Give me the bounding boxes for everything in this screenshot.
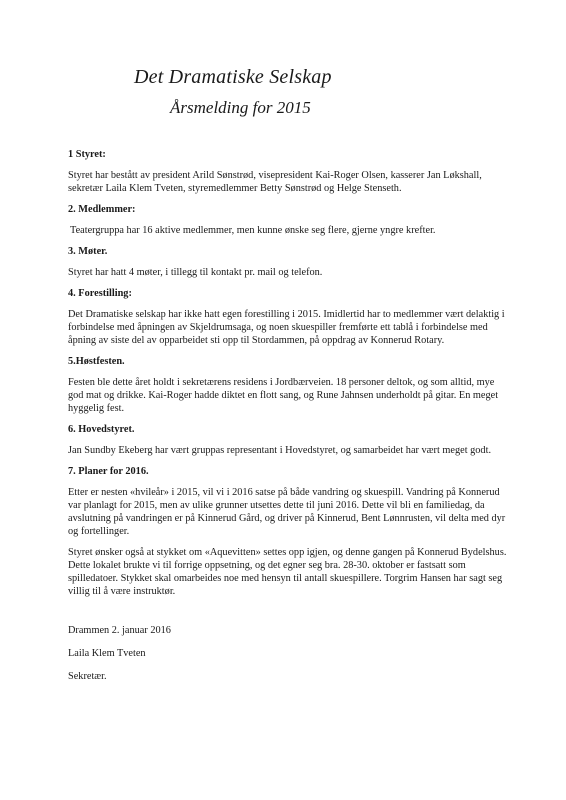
section-heading: 5.Høstfesten.: [68, 356, 125, 367]
place-date: Drammen 2. januar 2016: [68, 625, 171, 636]
section-heading: 4. Forestilling:: [68, 288, 132, 299]
section-paragraph: Festen ble dette året holdt i sekretærens residens i Jordbærveien. 18 personer deltok, og som alltid, mye god mat og drikke. Kai-Roger hadde diktet en flott sang, og Rune Jahnsen underholdt på gitar. En meget hyggelig fest.: [68, 377, 499, 414]
section-paragraph: Styret har hatt 4 møter, i tillegg til kontakt pr. mail og telefon.: [68, 267, 323, 278]
signatory-role: Sekretær.: [68, 671, 107, 682]
section-styret: [68, 148, 508, 195]
document-body: [68, 148, 508, 693]
section-heading: 6. Hovedstyret.: [68, 424, 135, 435]
section-hostfesten: [68, 355, 508, 415]
section-heading: 3. Møter.: [68, 246, 108, 257]
section-planer: [68, 465, 508, 598]
section-hovedstyret: [68, 423, 508, 457]
section-paragraph: Etter er nesten «hvileår» i 2015, vil vi i 2016 satse på både vandring og skuespill. Vandring på Konnerud var planlagt for 2015, men av ulike grunner utsettes dette til juni 2016. Dette vil bli en familiedag, da avslutning på vandringen er på Kinnerud Gård, og driver på Kinnerud, Bent Lønnrusten, vil delta med dyr og fortellinger.: [68, 487, 506, 537]
section-medlemmer: [68, 203, 508, 237]
section-paragraph: Styret har bestått av president Arild Sønstrød, visepresident Kai-Roger Olsen, kasserer Jan Løkshall, sekretær Laila Klem Tveten, styremedlemmer Betty Sønstrød og Helge Stenseth.: [68, 170, 482, 194]
document-subtitle: Årsmelding for 2015: [170, 98, 311, 117]
section-paragraph: Styret ønsker også at stykket om «Aquevitten» settes opp igjen, og denne gangen på Konnerud Bydelshus. Dette lokalet brukte vi til forrige oppsetning, og det egner seg bra. 28-30. oktober er fastsatt som spilledatoer. Stykket skal omarbeides noe med hensyn til antall skuespillere. Torgrim Hansen har sagt seg villig til å være instruktør.: [68, 547, 507, 597]
section-heading: 7. Planer for 2016.: [68, 466, 149, 477]
section-heading: 1 Styret:: [68, 149, 106, 160]
section-paragraph: Det Dramatiske selskap har ikke hatt egen forestilling i 2015. Imidlertid har to medlemmer vært delaktig i forbindelse med åpningen av Skjeldrumsaga, og noen skuespiller fremførte ett tablå i forbindelse med åpning av siste del av opparbeidet sti opp til Stordammen, på oppdrag av Konnerud Rotary.: [68, 309, 505, 346]
section-forestilling: [68, 287, 508, 347]
section-heading: 2. Medlemmer:: [68, 204, 136, 215]
section-paragraph: Jan Sundby Ekeberg har vært gruppas representant i Hovedstyret, og samarbeidet har vært meget godt.: [68, 445, 492, 456]
document-title: Det Dramatiske Selskap: [134, 66, 332, 88]
signatory-name: Laila Klem Tveten: [68, 648, 146, 659]
section-moter: [68, 245, 508, 279]
closing-block: [68, 624, 508, 683]
section-paragraph: Teatergruppa har 16 aktive medlemmer, men kunne ønske seg flere, gjerne yngre krefter.: [70, 225, 436, 236]
